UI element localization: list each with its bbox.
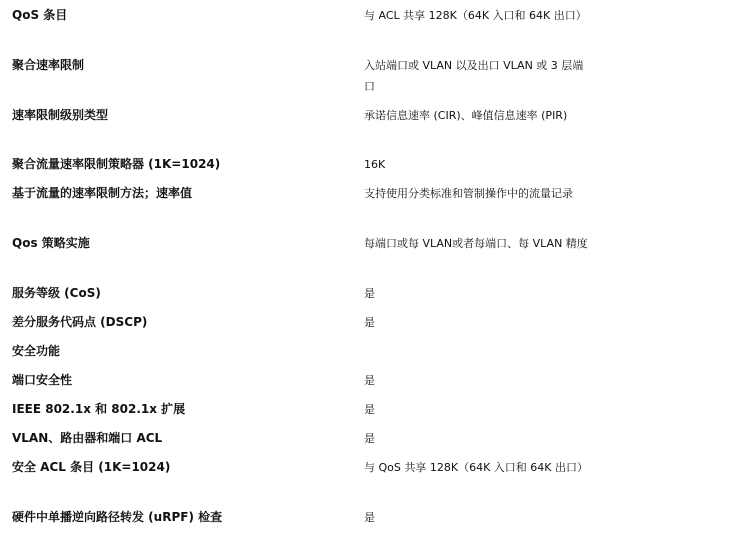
spec-row-dscp: [0, 312, 594, 333]
spec-row-acl: [0, 428, 594, 449]
spec-value: 是: [364, 316, 375, 329]
spec-value: 承诺信息速率 (CIR)、峰值信息速率 (PIR): [364, 109, 568, 122]
spec-section-security: [0, 341, 594, 362]
spec-row-8021x: [0, 399, 594, 420]
spec-row-port-security: [0, 370, 594, 391]
spec-value: 入站端口或 VLAN 以及出口 VLAN 或 3 层端口: [364, 59, 584, 93]
spec-label: 硬件中单播逆向路径转发 (uRPF) 检查: [12, 510, 223, 524]
spec-label: 安全功能: [12, 344, 61, 358]
spec-row-aggregate-rate-limit: [0, 55, 594, 97]
spec-row-flow-rate-limit: [0, 183, 594, 204]
spec-row-rate-limit-type: [0, 105, 594, 126]
spec-label: 聚合速率限制: [12, 58, 85, 72]
spec-row-security-acl: [0, 457, 594, 478]
spec-value: 与 ACL 共享 128K（64K 入口和 64K 出口）: [364, 9, 587, 22]
spec-label: 端口安全性: [12, 373, 73, 387]
spec-row-urpf: [0, 507, 594, 528]
spec-row-cos: [0, 283, 594, 304]
spec-label: 差分服务代码点 (DSCP): [12, 315, 148, 329]
spec-value: 是: [364, 432, 375, 445]
spec-label: 安全 ACL 条目 (1K=1024): [12, 460, 171, 474]
spec-row-qos-policy: [0, 233, 594, 254]
spec-label: Qos 策略实施: [12, 236, 90, 250]
spec-label: QoS 条目: [12, 8, 68, 22]
spec-value: 与 QoS 共享 128K（64K 入口和 64K 出口）: [364, 461, 588, 474]
spec-label: 服务等级 (CoS): [12, 286, 101, 300]
spec-value: 每端口或每 VLAN或者每端口、每 VLAN 精度: [364, 237, 588, 250]
spec-value: 是: [364, 511, 375, 524]
spec-value: 是: [364, 403, 375, 416]
spec-label: IEEE 802.1x 和 802.1x 扩展: [12, 402, 186, 416]
spec-label: 基于流量的速率限制方法；速率值: [12, 186, 193, 200]
spec-row-qos-entries: [0, 5, 594, 26]
spec-label: 速率限制级别类型: [12, 108, 109, 122]
spec-value: 是: [364, 374, 375, 387]
spec-label: VLAN、路由器和端口 ACL: [12, 431, 163, 445]
spec-value: 是: [364, 287, 375, 300]
spec-row-aggregate-policers: [0, 154, 594, 175]
spec-label: 聚合流量速率限制策略器 (1K=1024): [12, 157, 221, 171]
spec-value: 16K: [364, 158, 386, 171]
spec-value: 支持使用分类标准和管制操作中的流量记录: [364, 187, 573, 200]
